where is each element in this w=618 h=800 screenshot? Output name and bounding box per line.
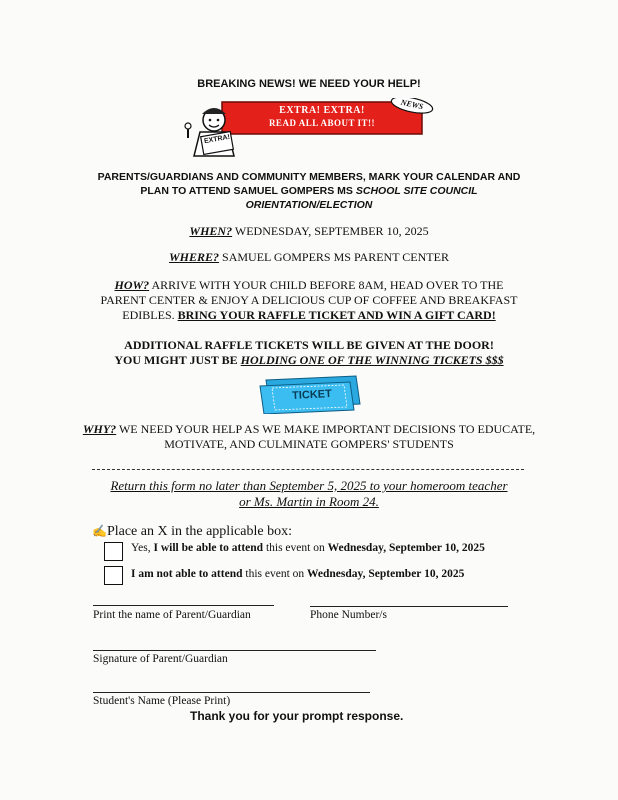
raffle-line2-emph: HOLDING ONE OF THE WINNING TICKETS $$$ (240, 353, 504, 367)
attend-no-bold: I am not able to attend (131, 568, 243, 580)
attend-no-date: Wednesday, September 10, 2025 (307, 568, 465, 580)
signature-label: Signature of Parent/Guardian (93, 653, 228, 665)
form-instruction (92, 524, 292, 540)
phone-field[interactable] (310, 606, 508, 607)
raffle-line2 (0, 353, 618, 368)
when-value: WEDNESDAY, SEPTEMBER 10, 2025 (232, 224, 429, 238)
attend-yes-pre: Yes, (131, 542, 154, 554)
ticket-icon (256, 374, 368, 414)
where-line (0, 250, 618, 265)
how-line2: PARENT CENTER & ENJOY A DELICIOUS CUP OF COFFEE AND BREAKFAST (100, 293, 518, 307)
phone-label: Phone Number/s (310, 609, 387, 621)
invite-line3: ORIENTATION/ELECTION (245, 199, 373, 211)
when-label: WHEN? (189, 224, 233, 238)
raffle-block (0, 338, 618, 368)
invite-block (0, 170, 618, 212)
parent-name-label: Print the name of Parent/Guardian (93, 609, 251, 621)
attend-no-mid: this event on (242, 568, 308, 580)
why-block (0, 422, 618, 452)
raffle-line2-text: YOU MIGHT JUST BE (114, 353, 241, 367)
how-label: HOW? (114, 278, 150, 292)
invite-line2 (0, 184, 618, 198)
form-instruction-text: Place an X in the applicable box: (106, 524, 293, 539)
page-title: BREAKING NEWS! WE NEED YOUR HELP! (197, 78, 421, 90)
cut-line (92, 469, 524, 470)
newsboy-banner (180, 98, 442, 158)
attend-yes-date: Wednesday, September 10, 2025 (327, 542, 485, 554)
return-note (0, 478, 618, 510)
attend-no-checkbox[interactable] (104, 566, 123, 585)
ticket-text: TICKET (291, 387, 333, 403)
signature-field[interactable] (93, 650, 376, 651)
how-line3-text: EDIBLES. (122, 308, 178, 322)
banner-line1: EXTRA! EXTRA! (279, 105, 365, 116)
how-line3 (0, 308, 618, 323)
pencil-icon: ✍ (92, 524, 107, 538)
how-line1 (0, 278, 618, 293)
student-name-label: Student's Name (Please Print) (93, 695, 231, 707)
return-note-line1: Return this form no later than September 5, 2025 to your homeroom teacher (110, 478, 508, 493)
thank-you: Thank you for your prompt response. (190, 709, 404, 723)
attend-yes-checkbox[interactable] (104, 542, 123, 561)
why-line1-text: WE NEED YOUR HELP AS WE MAKE IMPORTANT DECISIONS TO EDUCATE, (116, 422, 536, 436)
where-value: SAMUEL GOMPERS MS PARENT CENTER (219, 250, 449, 264)
where-label: WHERE? (169, 250, 220, 264)
newsboy-label: EXTRA! (203, 133, 231, 146)
how-line1-text: ARRIVE WITH YOUR CHILD BEFORE 8AM, HEAD OVER TO THE (149, 278, 504, 292)
raffle-line1: ADDITIONAL RAFFLE TICKETS WILL BE GIVEN AT THE DOOR! (124, 338, 494, 352)
how-block (0, 278, 618, 323)
invite-line1: PARENTS/GUARDIANS AND COMMUNITY MEMBERS, MARK YOUR CALENDAR AND (97, 171, 521, 183)
why-line2: MOTIVATE, AND CULMINATE GOMPERS' STUDENTS (164, 437, 454, 451)
how-line3-emph: BRING YOUR RAFFLE TICKET AND WIN A GIFT CARD! (177, 308, 496, 322)
banner-line2: READ ALL ABOUT IT!! (268, 118, 376, 128)
why-label: WHY? (82, 422, 117, 436)
when-line (0, 224, 618, 239)
why-line1 (0, 422, 618, 437)
invite-line2-text: PLAN TO ATTEND SAMUEL GOMPERS MS (140, 185, 356, 197)
parent-name-field[interactable] (93, 605, 274, 606)
attend-yes-mid: this event on (263, 542, 328, 554)
return-note-line2: or Ms. Martin in Room 24. (239, 494, 379, 509)
news-tag: NEWS (399, 97, 425, 112)
attend-yes-label (131, 542, 485, 554)
invite-line2-italic: SCHOOL SITE COUNCIL (355, 185, 478, 197)
attend-no-label (131, 568, 464, 580)
attend-yes-bold: I will be able to attend (153, 542, 264, 554)
student-name-field[interactable] (93, 692, 370, 693)
